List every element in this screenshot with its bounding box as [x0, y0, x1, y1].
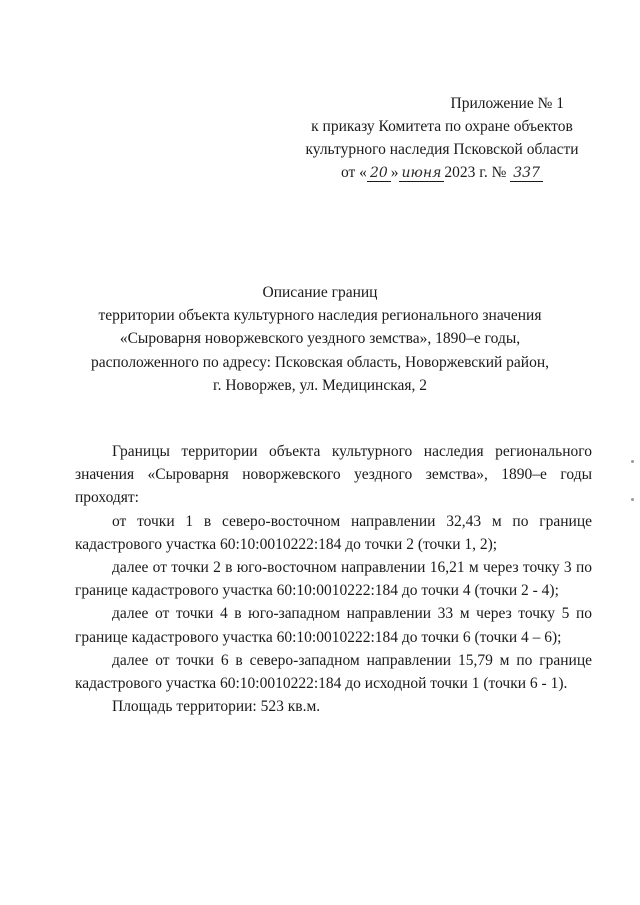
- title-line-3: «Сыроварня новоржевского уездного земства», 1890–е годы,: [119, 330, 521, 348]
- title-line-2: территории объекта культурного наследия регионального значения: [98, 307, 542, 325]
- area-paragraph: Площадь территории: 523 кв.м.: [112, 698, 321, 716]
- annex-date-line: [292, 161, 592, 185]
- handwritten-order-number: 337: [510, 165, 543, 182]
- document-title: [60, 281, 580, 397]
- date-year: 2023 г. №: [444, 164, 507, 181]
- segment-paragraph-1: от точки 1 в северо-восточном направлении 32,43 м по границе кадастрового участка 60:10:0010222:184 до точки 2 (точки 1, 2);: [75, 512, 592, 553]
- annex-header: [292, 92, 592, 185]
- segment-paragraph-4: далее от точки 6 в северо-западном направлении 15,79 м по границе кадастрового участка 60:10:0010222:184 до исходной точки 1 (точки 6 - 1).: [75, 651, 592, 693]
- scan-speck: [631, 460, 634, 463]
- title-line-4: расположенного по адресу: Псковская область, Новоржевский район,: [90, 353, 550, 371]
- intro-paragraph: Границы территории объекта культурного наследия регионального значения «Сыроварня новоржевского уездного земства», 1890–е годы проходят:: [75, 443, 592, 507]
- segment-paragraph-3: далее от точки 4 в юго-западном направлении 33 м через точку 5 по границе кадастрового участка 60:10:0010222:184 до точки 6 (точки 4 – 6);: [75, 605, 592, 646]
- handwritten-month: июня: [399, 165, 445, 182]
- segment-paragraph-2: далее от точки 2 в юго-восточном направлении 16,21 м через точку 3 по границе кадастрового участка 60:10:0010222:184 до точки 4 (точки 2 - 4);: [75, 559, 592, 600]
- annex-committee: культурного наследия Псковской области: [305, 141, 579, 158]
- annex-number: Приложение № 1: [450, 95, 564, 112]
- date-separator: »: [390, 164, 399, 181]
- handwritten-day: 20: [367, 165, 391, 182]
- title-line-1: Описание границ: [262, 284, 378, 301]
- date-prefix: от «: [340, 164, 367, 181]
- annex-order-reference: к приказу Комитета по охране объектов: [311, 118, 573, 135]
- title-line-5: г. Новоржев, ул. Медицинская, 2: [212, 376, 428, 394]
- boundary-description: [75, 440, 592, 718]
- scan-speck: [631, 498, 634, 501]
